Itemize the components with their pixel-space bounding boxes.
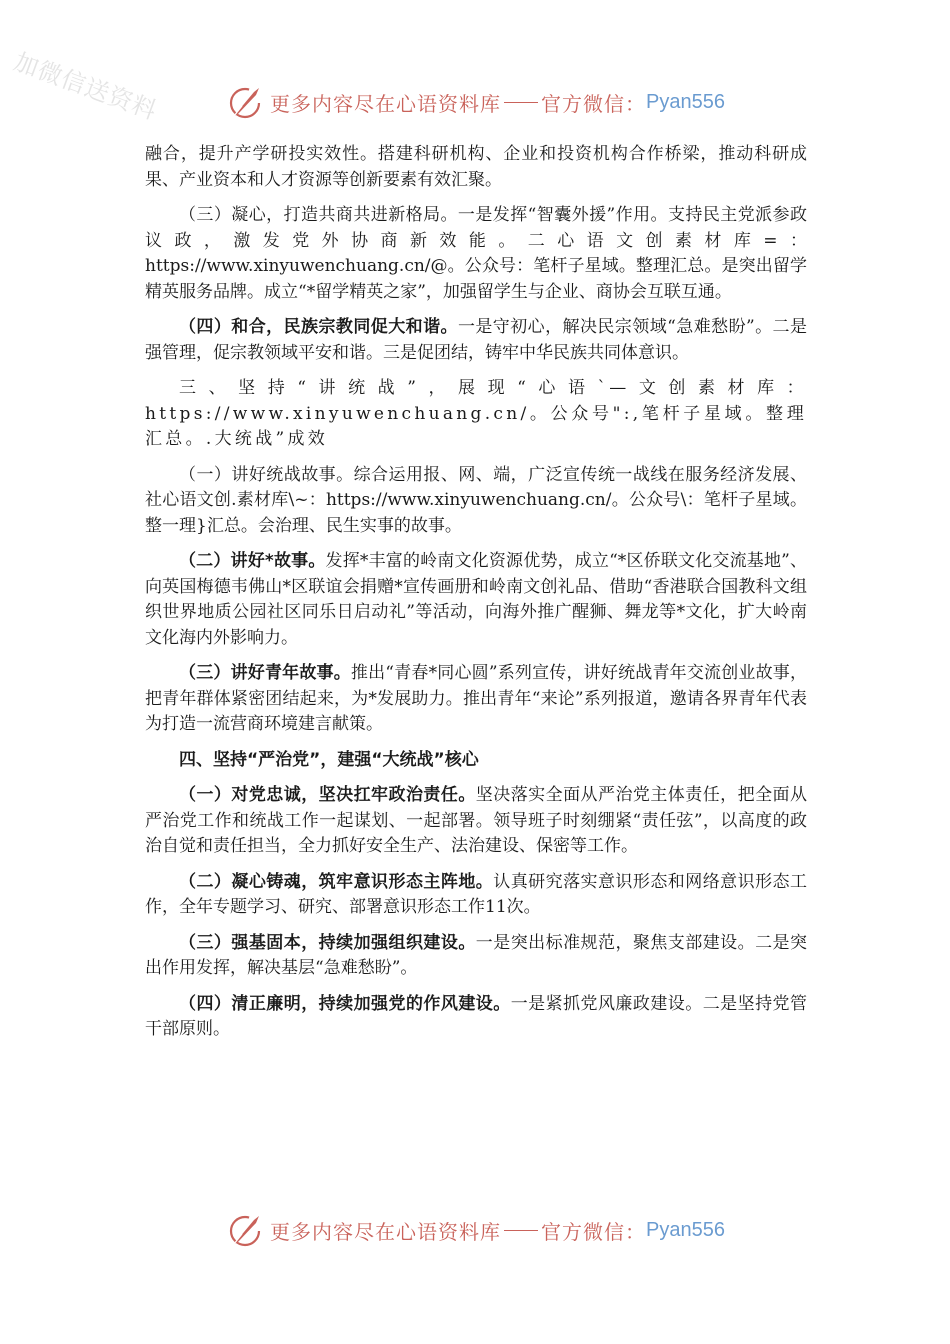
banner-text-2: 官方微信： (541, 1219, 646, 1244)
paragraph-heading: （二）讲好*故事。 (179, 551, 326, 571)
paragraph-heading: （二）凝心铸魂，筑牢意识形态主阵地。 (179, 871, 494, 892)
banner-text: 更多内容尽在心语资料库 (270, 1219, 501, 1244)
paragraph-text: 认真研究落实意识形态和网络意识形态工作，全年专题学习、研究、部署意识形态工作11次。 (145, 871, 808, 917)
paragraph: （一）讲好统战故事。综合运用报、网、端，广泛宣传统一战线在服务经济发展、社心语文创.素材库\~：https://www.xinyuwenchuang.cn/。公众号\：笔杆子星域。整一理}汇总。会治理、民生实事的故事。 (145, 464, 807, 536)
paragraph (145, 549, 807, 651)
banner-text-2: 官方微信： (541, 91, 646, 116)
paragraph-heading: （三）强基固本，持续加强组织建设。 (179, 932, 476, 953)
document-body (145, 142, 807, 1053)
paragraph-text: 发挥*丰富的岭南文化资源优势，成立“*区侨联文化交流基地”、向英国梅德韦佛山*区联谊会捐赠*宣传画册和岭南文创礼品、借助“香港联合国教科文组织世界地质公园社区同乐日启动礼”等活动，向海外推广醒狮、舞龙等*文化，扩大岭南文化海内外影响力。 (145, 551, 807, 648)
footer-banner (228, 1210, 725, 1250)
banner-dash (504, 1230, 538, 1231)
paragraph-heading: （一）对党忠诚，坚决扛牢政治责任。 (179, 785, 476, 805)
paragraph (145, 661, 807, 738)
paragraph-heading: （三）讲好青年故事。 (179, 663, 351, 683)
paragraph-heading: （四）和合，民族宗教同促大和谐。 (179, 317, 458, 337)
paragraph-heading: （四）清正廉明，持续加强党的作风建设。 (179, 993, 511, 1014)
paragraph-text: 一是突出标准规范，聚焦支部建设。二是突出作用发挥，解决基层“急难愁盼”。 (145, 932, 808, 978)
paragraph (145, 992, 807, 1043)
paragraph: 融合，提升产学研投实效性。搭建科研机构、企业和投资机构合作桥梁，推动科研成果、产业资本和人才资源等创新要素有效汇聚。 (145, 144, 807, 190)
paragraph-text: 坚决落实全面从严治党主体责任，把全面从严治党工作和统战工作一起谋划、一起部署。领导班子时刻绷紧“责任弦”，以高度的政治自觉和责任担当，全力抓好安全生产、法治建设、保密等工作。 (145, 785, 808, 856)
watermark-text: 加微信送资料 (10, 47, 161, 126)
paragraph (145, 870, 807, 921)
paragraph (145, 783, 807, 860)
banner-text: 更多内容尽在心语资料库 (270, 91, 501, 116)
banner-wechat-id: Pyan556 (646, 90, 725, 113)
banner-wechat-id: Pyan556 (646, 1218, 725, 1241)
paragraph-text: 推出“青春*同心圆”系列宣传，讲好统战青年交流创业故事，把青年群体紧密团结起来，为*发展助力。推出青年“来论”系列报道，邀请各界青年代表为打造一流营商环境建言献策。 (145, 663, 807, 734)
section-heading: 三、坚持“讲统战”，展现“心语`—文创素材库：https://www.xinyuwenchuang.cn/。公众号":,笔杆子星域。整理汇总。.大统战”成效 (145, 378, 807, 449)
paragraph-text: 一是守初心，解决民宗领域“急难愁盼”。二是强管理，促宗教领域平安和谐。三是促团结，铸牢中华民族共同体意识。 (145, 317, 807, 363)
paragraph (145, 931, 807, 982)
paragraph: （三）凝心，打造共商共进新格局。一是发挥“智囊外援”作用。支持民主党派参政议政，激发党外协商新效能。二心语文创素材库=：https://www.xinyuwenchuang.cn/@。公众号：笔杆子星域。整理汇总。是突出留学精英服务品牌。成立“*留学精英之家”，加强留学生与企业、商协会互联互通。 (145, 205, 807, 302)
quill-logo-icon (228, 1212, 264, 1248)
paragraph (145, 315, 807, 366)
paragraph-text: 一是紧抓党风廉政建设。二是坚持党管干部原则。 (145, 993, 808, 1039)
section-heading: 四、坚持“严治党”，建强“大统战”核心 (179, 749, 479, 770)
quill-logo-icon (228, 84, 264, 120)
header-banner (228, 82, 725, 122)
banner-dash (504, 102, 538, 103)
